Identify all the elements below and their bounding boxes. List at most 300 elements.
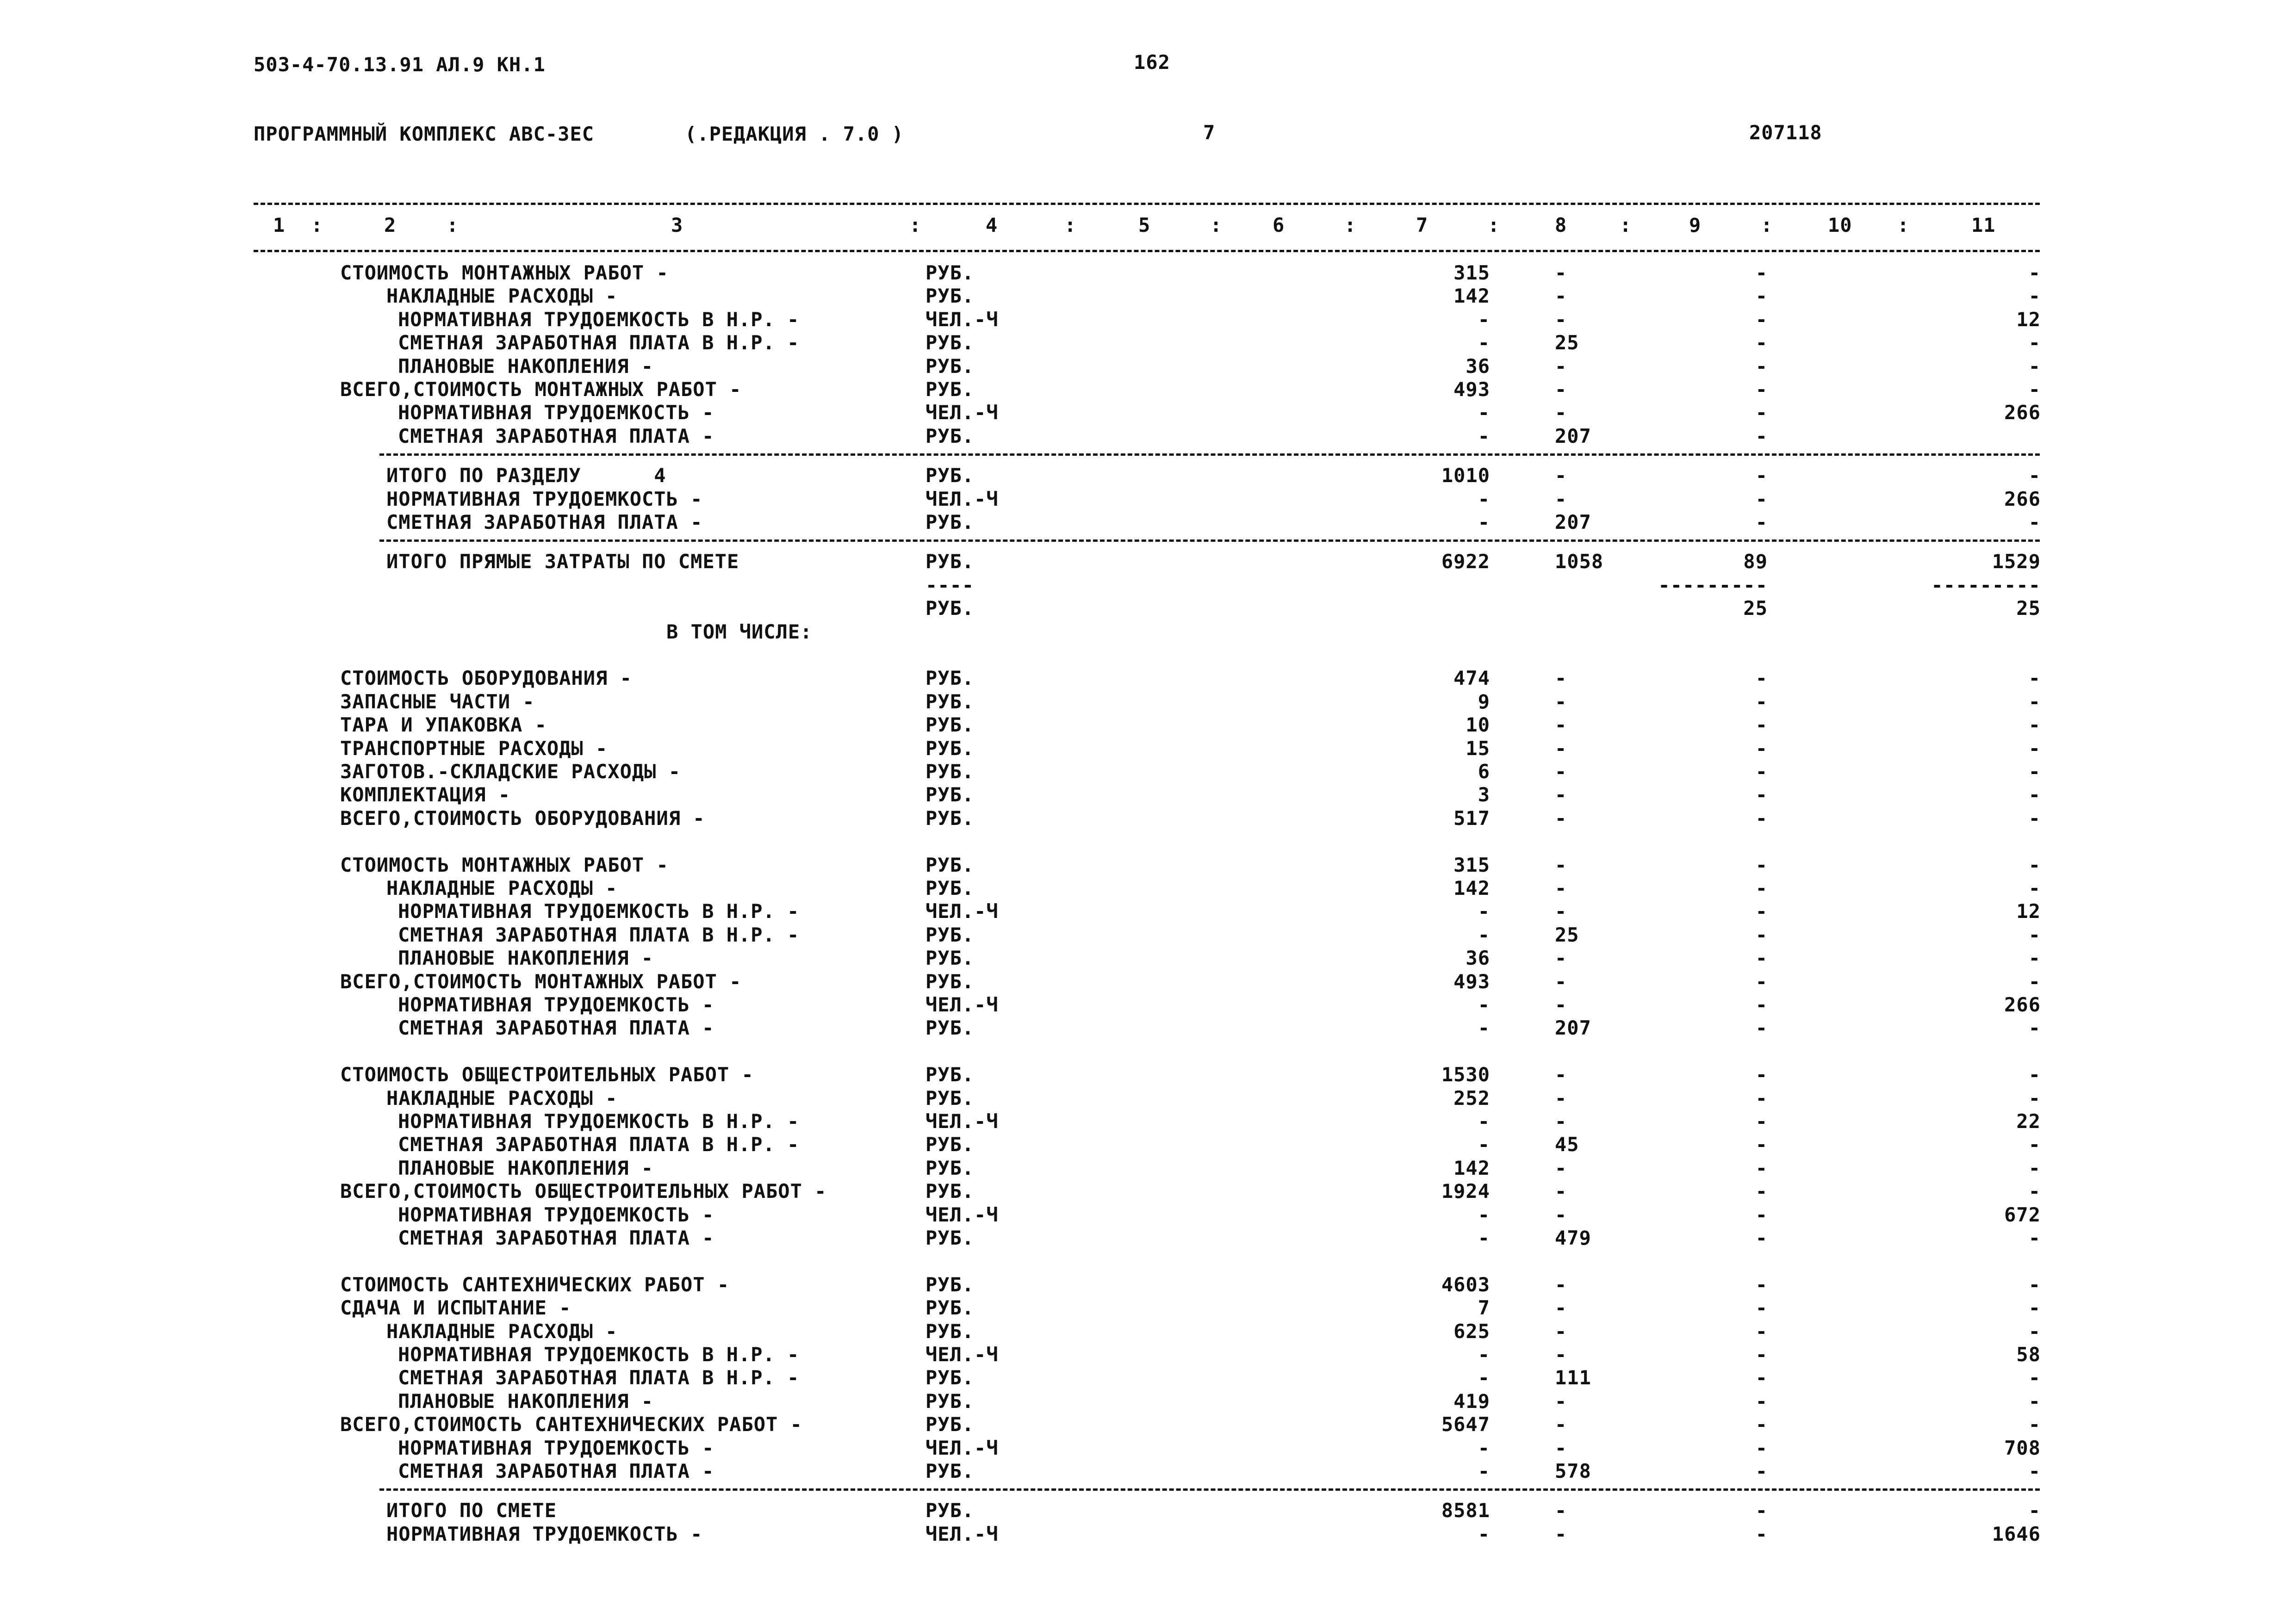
cell-col-11: - — [2028, 783, 2041, 806]
cell-col-9: - — [1755, 1389, 1768, 1413]
row-unit: РУБ. — [925, 1460, 975, 1482]
column-number: 9 — [1689, 214, 1702, 236]
cell-col-11: - — [2028, 737, 2041, 760]
cell-col-11: 266 — [2004, 993, 2041, 1016]
row-unit: РУБ. — [925, 877, 975, 899]
column-number: 7 — [1416, 214, 1428, 236]
table-section-rule — [379, 1488, 2040, 1491]
cell-col-8: - — [1555, 378, 1567, 401]
cell-col-9: - — [1755, 1063, 1768, 1086]
cell-col-8: - — [1555, 1413, 1567, 1436]
cell-col-8: 25 — [1555, 923, 1579, 946]
table-section-rule — [379, 453, 2040, 456]
column-separator: : — [1761, 214, 1773, 236]
cell-col-8: - — [1555, 1156, 1567, 1179]
row-label: ИТОГО ПО СМЕТЕ — [386, 1499, 557, 1522]
row-unit: РУБ. — [925, 550, 975, 573]
cell-col-9: - — [1755, 690, 1768, 713]
cell-col-8: - — [1555, 354, 1567, 378]
cell-col-8: - — [1555, 853, 1567, 876]
cell-col-8: 207 — [1555, 424, 1591, 447]
cell-col-11: - — [2028, 1320, 2041, 1343]
row-label: СТОИМОСТЬ ОБОРУДОВАНИЯ - — [340, 667, 632, 690]
row-label: СМЕТНАЯ ЗАРАБОТНАЯ ПЛАТА - — [398, 1460, 714, 1482]
cell-col-8: - — [1555, 308, 1567, 331]
cell-col-11: 266 — [2004, 487, 2041, 510]
column-separator: : — [1620, 214, 1632, 236]
row-unit: РУБ. — [925, 1063, 975, 1086]
row-label: ВСЕГО,СТОИМОСТЬ МОНТАЖНЫХ РАБОТ - — [340, 970, 742, 993]
cell-col-11: 58 — [2016, 1343, 2041, 1366]
cell-col-8: - — [1555, 690, 1567, 713]
row-unit: РУБ. — [925, 667, 975, 690]
row-unit: РУБ. — [925, 464, 975, 487]
cell-col-7: - — [1478, 1203, 1490, 1226]
cell-col-8: - — [1555, 1063, 1567, 1086]
cell-col-9: - — [1755, 877, 1768, 899]
row-unit: РУБ. — [925, 1389, 975, 1413]
cell-col-7: 5647 — [1441, 1413, 1490, 1436]
cell-col-9: - — [1755, 1343, 1768, 1366]
row-unit: РУБ. — [925, 1227, 975, 1249]
cell-col-8: - — [1555, 713, 1567, 737]
cell-col-7: 252 — [1453, 1086, 1490, 1110]
cell-col-7: - — [1478, 993, 1490, 1016]
cell-col-7: - — [1478, 1460, 1490, 1482]
column-number: 3 — [671, 214, 683, 236]
cell-col-9: - — [1755, 1180, 1768, 1203]
cell-col-8: 207 — [1555, 511, 1591, 533]
cell-col-7: - — [1478, 1017, 1490, 1040]
cell-col-7: 493 — [1453, 378, 1490, 401]
cell-col-7: - — [1478, 331, 1490, 354]
row-label: СМЕТНАЯ ЗАРАБОТНАЯ ПЛАТА - — [398, 1017, 714, 1040]
row-unit: РУБ. — [925, 760, 975, 783]
doc-code: 503-4-70.13.91 АЛ.9 КН.1 — [254, 53, 546, 76]
cell-col-9: - — [1755, 806, 1768, 830]
cell-col-8: - — [1555, 970, 1567, 993]
cell-col-11: - — [2028, 970, 2041, 993]
cell-col-9: - — [1755, 354, 1768, 378]
cell-col-9: - — [1755, 947, 1768, 970]
cell-col-11: - — [2028, 1273, 2041, 1296]
cell-col-9: - — [1755, 511, 1768, 533]
row-unit: РУБ. — [925, 1320, 975, 1343]
cell-col-9: - — [1755, 1413, 1768, 1436]
cell-col-9: - — [1755, 993, 1768, 1016]
row-label: ВСЕГО,СТОИМОСТЬ САНТЕХНИЧЕСКИХ РАБОТ - — [340, 1413, 802, 1436]
row-label: НАКЛАДНЫЕ РАСХОДЫ - — [386, 1086, 618, 1110]
cell-col-9: - — [1755, 1110, 1768, 1133]
cell-col-11: 1529 — [1992, 550, 2041, 573]
cell-col-11: - — [2028, 667, 2041, 690]
cell-col-11: - — [2028, 1133, 2041, 1156]
cell-col-7: - — [1478, 1436, 1490, 1459]
cell-col-11: - — [2028, 1156, 2041, 1179]
cell-col-9: - — [1755, 737, 1768, 760]
row-unit: РУБ. — [925, 970, 975, 993]
cell-col-8: - — [1555, 667, 1567, 690]
column-separator: : — [1344, 214, 1357, 236]
page-number: 162 — [1134, 51, 1170, 74]
row-unit: РУБ. — [925, 1133, 975, 1156]
cell-col-7: 9 — [1478, 690, 1490, 713]
cell-col-8: 207 — [1555, 1017, 1591, 1040]
row-label: ЗАГОТОВ.-СКЛАДСКИЕ РАСХОДЫ - — [340, 760, 681, 783]
row-label: ПЛАНОВЫЕ НАКОПЛЕНИЯ - — [398, 1389, 654, 1413]
cell-col-9: - — [1755, 1366, 1768, 1389]
cell-col-9: - — [1755, 1522, 1768, 1545]
row-label: ИТОГО ПО РАЗДЕЛУ 4 — [386, 464, 666, 487]
cell-col-9: - — [1755, 261, 1768, 284]
cell-col-11: - — [2028, 1413, 2041, 1436]
cell-col-8: - — [1555, 464, 1567, 487]
row-unit: ЧЕЛ.-Ч — [925, 993, 999, 1016]
cell-col-8: - — [1555, 1389, 1567, 1413]
row-label: ПЛАНОВЫЕ НАКОПЛЕНИЯ - — [398, 354, 654, 378]
row-label: В ТОМ ЧИСЛЕ: — [666, 620, 813, 643]
cell-col-9: - — [1755, 1499, 1768, 1522]
row-unit: РУБ. — [925, 737, 975, 760]
cell-col-8: - — [1555, 1522, 1567, 1545]
row-unit: РУБ. — [925, 511, 975, 533]
row-label: НОРМАТИВНАЯ ТРУДОЕМКОСТЬ - — [386, 1522, 703, 1545]
cell-col-11: - — [2028, 923, 2041, 946]
cell-col-9: - — [1755, 1133, 1768, 1156]
cell-col-11: 708 — [2004, 1436, 2041, 1459]
row-label: НАКЛАДНЫЕ РАСХОДЫ - — [386, 285, 618, 308]
cell-col-11: - — [2028, 713, 2041, 737]
cell-col-11: 12 — [2016, 308, 2041, 331]
cell-col-11: 1646 — [1992, 1522, 2041, 1545]
row-label: ВСЕГО,СТОИМОСТЬ МОНТАЖНЫХ РАБОТ - — [340, 378, 742, 401]
cell-col-9: - — [1755, 424, 1768, 447]
cell-col-7: 419 — [1453, 1389, 1490, 1413]
cell-col-8: 479 — [1555, 1227, 1591, 1249]
row-label: НОРМАТИВНАЯ ТРУДОЕМКОСТЬ В Н.Р. - — [398, 1343, 800, 1366]
cell-col-11: - — [2028, 760, 2041, 783]
cell-col-11: - — [2028, 877, 2041, 899]
row-unit: РУБ. — [925, 1366, 975, 1389]
sheet-number: 7 — [1203, 121, 1216, 144]
cell-col-7: 142 — [1453, 285, 1490, 308]
cell-col-8: - — [1555, 1343, 1567, 1366]
row-label: НОРМАТИВНАЯ ТРУДОЕМКОСТЬ - — [398, 1203, 714, 1226]
cell-col-7: 142 — [1453, 1156, 1490, 1179]
row-unit: РУБ. — [925, 690, 975, 713]
cell-col-9: - — [1755, 1156, 1768, 1179]
row-label: ТАРА И УПАКОВКА - — [340, 713, 547, 737]
row-unit: РУБ. — [925, 261, 975, 284]
cell-col-11: - — [2028, 1063, 2041, 1086]
cell-col-8: - — [1555, 1499, 1567, 1522]
cell-col-7: 8581 — [1441, 1499, 1490, 1522]
cell-col-9: - — [1755, 1203, 1768, 1226]
cell-col-11: - — [2028, 690, 2041, 713]
row-label: СТОИМОСТЬ ОБЩЕСТРОИТЕЛЬНЫХ РАБОТ - — [340, 1063, 754, 1086]
cell-col-9: - — [1755, 1227, 1768, 1249]
cell-col-8: - — [1555, 487, 1567, 510]
cell-col-7: 7 — [1478, 1296, 1490, 1320]
cell-col-11: - — [2028, 378, 2041, 401]
cell-col-9: - — [1755, 900, 1768, 923]
column-number: 2 — [384, 214, 397, 236]
cell-col-7: - — [1478, 1522, 1490, 1545]
cell-col-7: 315 — [1453, 261, 1490, 284]
cell-col-7: 15 — [1466, 737, 1490, 760]
column-separator: : — [1064, 214, 1077, 236]
row-unit: ЧЕЛ.-Ч — [925, 1343, 999, 1366]
cell-col-7: 36 — [1466, 947, 1490, 970]
cell-col-7: 474 — [1453, 667, 1490, 690]
row-label: НАКЛАДНЫЕ РАСХОДЫ - — [386, 877, 618, 899]
cell-col-11: - — [2028, 1017, 2041, 1040]
row-unit: ЧЕЛ.-Ч — [925, 900, 999, 923]
cell-col-9: - — [1755, 713, 1768, 737]
cell-col-11: 12 — [2016, 900, 2041, 923]
cell-col-8: - — [1555, 285, 1567, 308]
row-label: ИТОГО ПРЯМЫЕ ЗАТРАТЫ ПО СМЕТЕ — [386, 550, 739, 573]
row-label: НОРМАТИВНАЯ ТРУДОЕМКОСТЬ - — [398, 993, 714, 1016]
row-unit: РУБ. — [925, 285, 975, 308]
cell-col-11: - — [2028, 806, 2041, 830]
cell-col-9: - — [1755, 378, 1768, 401]
row-unit: РУБ. — [925, 923, 975, 946]
row-unit: РУБ. — [925, 354, 975, 378]
cell-col-7: 1530 — [1441, 1063, 1490, 1086]
cell-col-8: 25 — [1555, 331, 1579, 354]
cell-col-9: 25 — [1743, 597, 1768, 620]
program-edition: (.РЕДАКЦИЯ . 7.0 ) — [685, 123, 904, 145]
cell-col-11: - — [2028, 1460, 2041, 1482]
row-unit: РУБ. — [925, 1086, 975, 1110]
cell-col-11: --------- — [1931, 573, 2041, 596]
row-unit: РУБ. — [925, 1273, 975, 1296]
cell-col-9: - — [1755, 487, 1768, 510]
row-label: НАКЛАДНЫЕ РАСХОДЫ - — [386, 1320, 618, 1343]
row-label: СМЕТНАЯ ЗАРАБОТНАЯ ПЛАТА В Н.Р. - — [398, 1366, 800, 1389]
cell-col-9: - — [1755, 1460, 1768, 1482]
column-number: 5 — [1138, 214, 1151, 236]
cell-col-7: - — [1478, 308, 1490, 331]
cell-col-9: - — [1755, 1086, 1768, 1110]
cell-col-8: - — [1555, 1086, 1567, 1110]
cell-col-7: 6 — [1478, 760, 1490, 783]
row-unit: ---- — [925, 573, 975, 596]
cell-col-9: - — [1755, 783, 1768, 806]
cell-col-7: - — [1478, 1110, 1490, 1133]
cell-col-9: - — [1755, 1017, 1768, 1040]
cell-col-7: 3 — [1478, 783, 1490, 806]
cell-col-8: - — [1555, 993, 1567, 1016]
cell-col-9: --------- — [1658, 573, 1768, 596]
column-separator: : — [909, 214, 922, 236]
row-unit: РУБ. — [925, 597, 975, 620]
column-separator: : — [1897, 214, 1910, 236]
cell-col-8: - — [1555, 1273, 1567, 1296]
cell-col-8: - — [1555, 947, 1567, 970]
cell-col-7: 1924 — [1441, 1180, 1490, 1203]
row-label: СМЕТНАЯ ЗАРАБОТНАЯ ПЛАТА - — [398, 1227, 714, 1249]
row-label: ПЛАНОВЫЕ НАКОПЛЕНИЯ - — [398, 1156, 654, 1179]
row-unit: ЧЕЛ.-Ч — [925, 1436, 999, 1459]
row-label: ВСЕГО,СТОИМОСТЬ ОБОРУДОВАНИЯ - — [340, 806, 705, 830]
cell-col-7: - — [1478, 511, 1490, 533]
cell-col-8: - — [1555, 1436, 1567, 1459]
cell-col-7: - — [1478, 1366, 1490, 1389]
cell-col-11: - — [2028, 1389, 2041, 1413]
row-unit: РУБ. — [925, 1017, 975, 1040]
cell-col-8: - — [1555, 1320, 1567, 1343]
cell-col-9: 89 — [1743, 550, 1768, 573]
row-label: ТРАНСПОРТНЫЕ РАСХОДЫ - — [340, 737, 608, 760]
cell-col-9: - — [1755, 1273, 1768, 1296]
row-unit: РУБ. — [925, 947, 975, 970]
cell-col-11: 672 — [2004, 1203, 2041, 1226]
table-top-rule — [254, 203, 2040, 205]
cell-col-11: - — [2028, 1499, 2041, 1522]
row-unit: ЧЕЛ.-Ч — [925, 1522, 999, 1545]
cell-col-8: - — [1555, 900, 1567, 923]
column-separator: : — [447, 214, 459, 236]
cell-col-7: - — [1478, 1227, 1490, 1249]
cell-col-7: 517 — [1453, 806, 1490, 830]
row-label: НОРМАТИВНАЯ ТРУДОЕМКОСТЬ В Н.Р. - — [398, 308, 800, 331]
cell-col-7: - — [1478, 923, 1490, 946]
cell-col-11: - — [2028, 1227, 2041, 1249]
row-unit: РУБ. — [925, 1156, 975, 1179]
cell-col-8: - — [1555, 760, 1567, 783]
row-label: КОМПЛЕКТАЦИЯ - — [340, 783, 511, 806]
cell-col-8: - — [1555, 1180, 1567, 1203]
row-unit: ЧЕЛ.-Ч — [925, 401, 999, 424]
cell-col-7: 36 — [1466, 354, 1490, 378]
cell-col-7: 625 — [1453, 1320, 1490, 1343]
column-number: 10 — [1828, 214, 1852, 236]
cell-col-11: - — [2028, 354, 2041, 378]
cell-col-7: 493 — [1453, 970, 1490, 993]
row-label: СДАЧА И ИСПЫТАНИЕ - — [340, 1296, 571, 1320]
cell-col-11: - — [2028, 947, 2041, 970]
row-unit: РУБ. — [925, 331, 975, 354]
cell-col-9: - — [1755, 1320, 1768, 1343]
document-code: 207118 — [1749, 121, 1822, 144]
row-label: СМЕТНАЯ ЗАРАБОТНАЯ ПЛАТА - — [386, 511, 703, 533]
cell-col-9: - — [1755, 760, 1768, 783]
row-unit: РУБ. — [925, 853, 975, 876]
cell-col-11: - — [2028, 853, 2041, 876]
cell-col-11: 25 — [2016, 597, 2041, 620]
row-unit: РУБ. — [925, 806, 975, 830]
cell-col-9: - — [1755, 401, 1768, 424]
cell-col-11: - — [2028, 1180, 2041, 1203]
row-label: СТОИМОСТЬ МОНТАЖНЫХ РАБОТ - — [340, 261, 669, 284]
row-unit: РУБ. — [925, 378, 975, 401]
cell-col-7: 6922 — [1441, 550, 1490, 573]
cell-col-8: 111 — [1555, 1366, 1591, 1389]
cell-col-9: - — [1755, 464, 1768, 487]
column-number: 4 — [986, 214, 998, 236]
row-label: НОРМАТИВНАЯ ТРУДОЕМКОСТЬ В Н.Р. - — [398, 900, 800, 923]
cell-col-8: - — [1555, 401, 1567, 424]
cell-col-11: - — [2028, 261, 2041, 284]
cell-col-7: - — [1478, 1343, 1490, 1366]
row-label: НОРМАТИВНАЯ ТРУДОЕМКОСТЬ В Н.Р. - — [398, 1110, 800, 1133]
cell-col-8: - — [1555, 1110, 1567, 1133]
cell-col-8: - — [1555, 1296, 1567, 1320]
row-unit: ЧЕЛ.-Ч — [925, 308, 999, 331]
column-number: 1 — [273, 214, 286, 236]
row-unit: ЧЕЛ.-Ч — [925, 487, 999, 510]
row-label: СТОИМОСТЬ МОНТАЖНЫХ РАБОТ - — [340, 853, 669, 876]
cell-col-7: 10 — [1466, 713, 1490, 737]
row-unit: РУБ. — [925, 1413, 975, 1436]
cell-col-7: - — [1478, 900, 1490, 923]
cell-col-7: - — [1478, 424, 1490, 447]
table-header-rule — [254, 250, 2040, 252]
cell-col-11: - — [2028, 285, 2041, 308]
cell-col-8: 1058 — [1555, 550, 1604, 573]
cell-col-11: 266 — [2004, 401, 2041, 424]
row-unit: РУБ. — [925, 424, 975, 447]
row-label: СМЕТНАЯ ЗАРАБОТНАЯ ПЛАТА В Н.Р. - — [398, 923, 800, 946]
row-unit: ЧЕЛ.-Ч — [925, 1110, 999, 1133]
cell-col-8: - — [1555, 783, 1567, 806]
cell-col-11: - — [2028, 1086, 2041, 1110]
cell-col-9: - — [1755, 923, 1768, 946]
row-label: НОРМАТИВНАЯ ТРУДОЕМКОСТЬ - — [398, 401, 714, 424]
row-unit: РУБ. — [925, 783, 975, 806]
cell-col-8: - — [1555, 737, 1567, 760]
column-separator: : — [1210, 214, 1223, 236]
column-number: 8 — [1555, 214, 1567, 236]
cell-col-7: - — [1478, 401, 1490, 424]
row-label: НОРМАТИВНАЯ ТРУДОЕМКОСТЬ - — [398, 1436, 714, 1459]
row-label: ВСЕГО,СТОИМОСТЬ ОБЩЕСТРОИТЕЛЬНЫХ РАБОТ - — [340, 1180, 827, 1203]
cell-col-9: - — [1755, 308, 1768, 331]
cell-col-11: - — [2028, 511, 2041, 533]
row-label: СТОИМОСТЬ САНТЕХНИЧЕСКИХ РАБОТ - — [340, 1273, 730, 1296]
cell-col-9: - — [1755, 1296, 1768, 1320]
table-section-rule — [379, 539, 2040, 542]
cell-col-9: - — [1755, 331, 1768, 354]
row-label: НОРМАТИВНАЯ ТРУДОЕМКОСТЬ - — [386, 487, 703, 510]
cell-col-9: - — [1755, 667, 1768, 690]
row-label: ЗАПАСНЫЕ ЧАСТИ - — [340, 690, 535, 713]
cell-col-7: 315 — [1453, 853, 1490, 876]
cell-col-11: - — [2028, 464, 2041, 487]
cell-col-11: 22 — [2016, 1110, 2041, 1133]
cell-col-8: 45 — [1555, 1133, 1579, 1156]
cell-col-7: 142 — [1453, 877, 1490, 899]
row-label: ПЛАНОВЫЕ НАКОПЛЕНИЯ - — [398, 947, 654, 970]
cell-col-8: 578 — [1555, 1460, 1591, 1482]
cell-col-7: - — [1478, 487, 1490, 510]
cell-col-7: 4603 — [1441, 1273, 1490, 1296]
cell-col-9: - — [1755, 853, 1768, 876]
cell-col-11: - — [2028, 331, 2041, 354]
cell-col-7: 1010 — [1441, 464, 1490, 487]
cell-col-11: - — [2028, 1366, 2041, 1389]
row-unit: РУБ. — [925, 713, 975, 737]
column-separator: : — [311, 214, 323, 236]
row-label: СМЕТНАЯ ЗАРАБОТНАЯ ПЛАТА В Н.Р. - — [398, 331, 800, 354]
cell-col-8: - — [1555, 806, 1567, 830]
cell-col-8: - — [1555, 1203, 1567, 1226]
row-unit: РУБ. — [925, 1180, 975, 1203]
cell-col-11: - — [2028, 1296, 2041, 1320]
row-label: СМЕТНАЯ ЗАРАБОТНАЯ ПЛАТА - — [398, 424, 714, 447]
